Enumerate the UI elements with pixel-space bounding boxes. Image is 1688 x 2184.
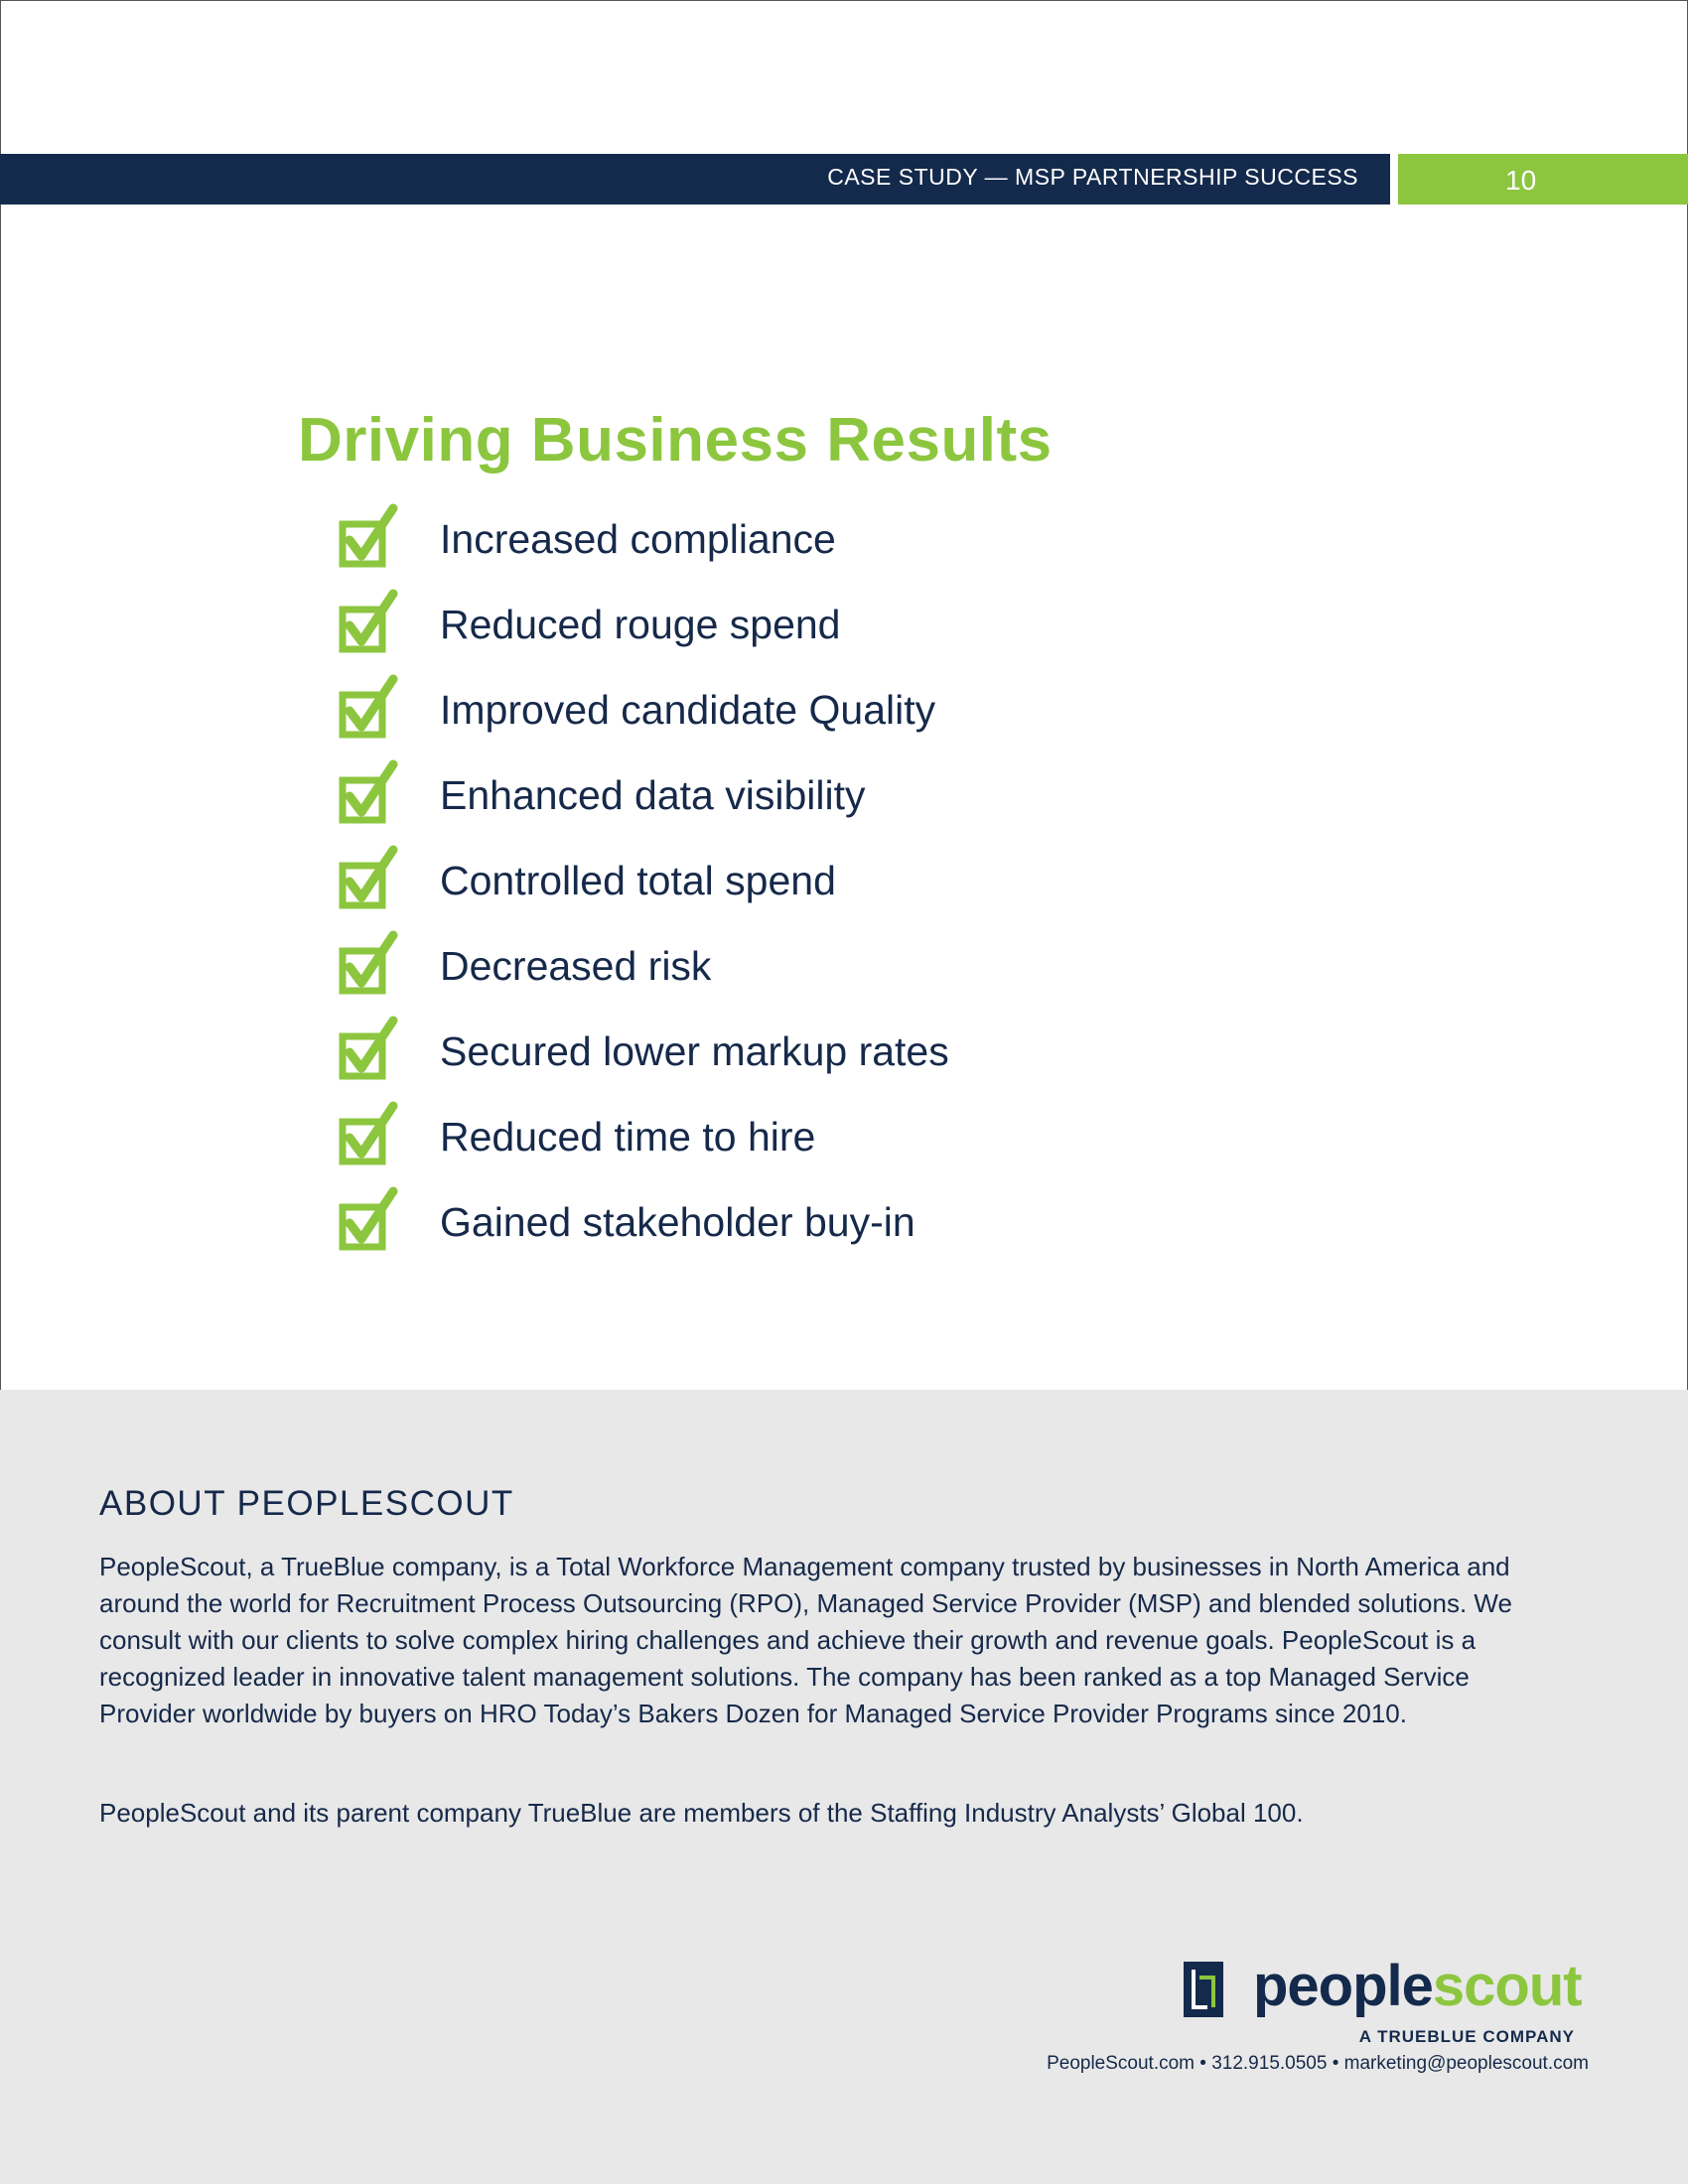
- checkbox-checked-icon: [338, 1100, 407, 1169]
- trueblue-logo-mark-icon: [1184, 1962, 1223, 2017]
- checkbox-checked-icon: [338, 673, 407, 743]
- checkbox-checked-icon: [338, 502, 407, 572]
- header-title: CASE STUDY — MSP PARTNERSHIP SUCCESS: [827, 164, 1358, 190]
- checkbox-checked-icon: [338, 1185, 407, 1255]
- result-label: Reduced rouge spend: [440, 602, 841, 647]
- result-label: Secured lower markup rates: [440, 1028, 949, 1074]
- about-body: PeopleScout, a TrueBlue company, is a Total Workforce Management company trusted by businesses in North America and around the world for Recruitment Process Outsourcing (RPO), Managed Service Provider (MSP) and blended solutions. We consult with our clients to solve complex hiring challenges and achieve their growth and revenue goals. PeopleScout is a recognized leader in innovative talent management solutions. The company has been ranked as a top Managed Service Provider worldwide by buyers on HRO Today’s Bakers Dozen for Managed Service Provider Programs since 2010.: [99, 1552, 1512, 1728]
- logo-tagline: A TRUEBLUE COMPANY: [1358, 2027, 1575, 2046]
- header-bar: [0, 154, 1390, 205]
- checkbox-checked-icon: [338, 588, 407, 657]
- checkbox-checked-icon: [338, 1015, 407, 1084]
- result-label: Enhanced data visibility: [440, 772, 866, 818]
- checkbox-checked-icon: [338, 758, 407, 828]
- result-label: Reduced time to hire: [440, 1114, 816, 1160]
- about-heading: ABOUT PEOPLESCOUT: [99, 1484, 514, 1523]
- page-number-tab: [1398, 154, 1688, 205]
- results-heading: Driving Business Results: [298, 406, 1053, 475]
- contact-line: PeopleScout.com • 312.915.0505 • marketing@peoplescout.com: [1047, 2053, 1589, 2074]
- about-membership: PeopleScout and its parent company TrueBlue are members of the Staffing Industry Analysts’ Global 100.: [99, 1798, 1304, 1828]
- result-label: Controlled total spend: [440, 858, 836, 903]
- logo-word-people: people: [1253, 1954, 1433, 2018]
- result-label: Increased compliance: [440, 516, 836, 562]
- checkbox-checked-icon: [338, 929, 407, 999]
- logo-word-scout: scout: [1432, 1954, 1582, 2018]
- checkbox-checked-icon: [338, 844, 407, 913]
- result-label: Gained stakeholder buy-in: [440, 1199, 915, 1245]
- page-number: 10: [1505, 165, 1537, 196]
- logo-wordmark: [1253, 1953, 1582, 2019]
- result-label: Decreased risk: [440, 943, 712, 989]
- result-label: Improved candidate Quality: [440, 687, 936, 733]
